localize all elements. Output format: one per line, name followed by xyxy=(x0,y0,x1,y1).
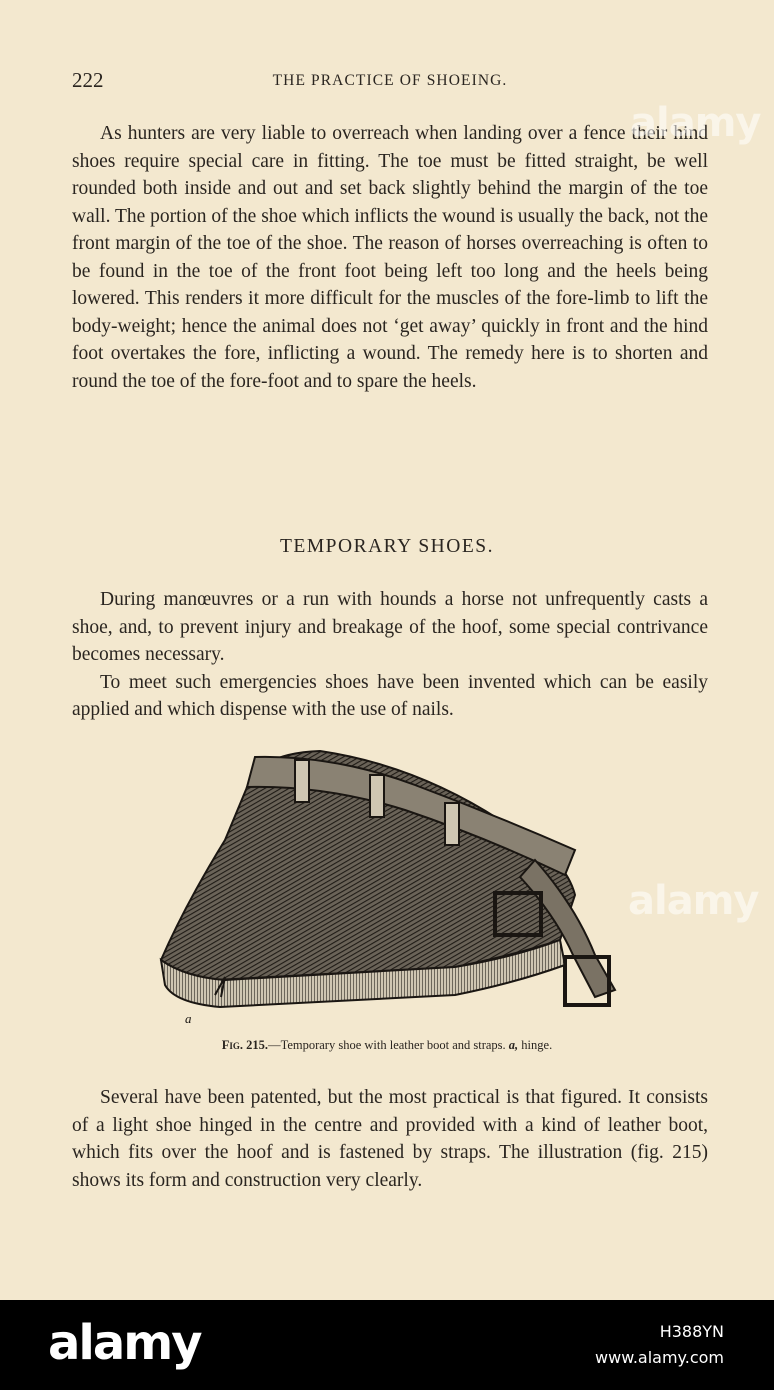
site-url: www.alamy.com xyxy=(595,1348,724,1367)
watermark-top: alamy xyxy=(630,100,761,146)
body-paragraphs-temporary-shoes xyxy=(72,586,708,724)
paragraph-text: During manœuvres or a run with hounds a horse not unfrequently casts a shoe, and, to prevent injury and breakage of the hoof, some special contrivance becomes necessary. xyxy=(72,589,708,665)
body-paragraph-patented xyxy=(72,1084,708,1194)
body-paragraph-overreach xyxy=(72,120,708,395)
caption-label: Fig. 215. xyxy=(221,1038,269,1052)
shoe-illustration xyxy=(155,745,625,1030)
caption-text: —Temporary shoe with leather boot and straps. xyxy=(268,1038,506,1052)
figure-temporary-shoe xyxy=(155,745,625,1030)
section-heading: TEMPORARY SHOES. xyxy=(280,536,494,557)
page-header xyxy=(72,66,708,96)
watermark-middle: alamy xyxy=(628,878,759,924)
stock-footer-bar xyxy=(0,1300,774,1390)
caption-hinge-text: hinge. xyxy=(521,1038,553,1052)
figure-caption xyxy=(0,1038,774,1053)
running-title: THE PRACTICE OF SHOEING. xyxy=(272,72,508,89)
hinge-label: a xyxy=(185,1011,192,1026)
alamy-logo: alamy xyxy=(48,1315,201,1371)
paragraph-text: Several have been patented, but the most practical is that figured. It consists of a light shoe hinged in the centre and provided with a kind of leather boot, which fits over the hoof and is fastened by straps. The illustration (fig. 215) shows its form and construction very clearly. xyxy=(72,1087,708,1191)
paragraph-text: As hunters are very liable to overreach when landing over a fence their hind shoes require special care in fitting. The toe must be fitted straight, be well rounded both inside and out and set back slightly behind the margin of the toe wall. The portion of the shoe which inflicts the wound is usually the back, not the front margin of the toe of the shoe. The reason of horses overreaching is often to be found in the toe of the front foot being left too long and the heels being lowered. This renders it more difficult for the muscles of the fore-limb to lift the body-weight; hence the animal does not ‘get away’ quickly in front and the hind foot overtakes the fore, inflicting a wound. The remedy here is to shorten and round the toe of the fore-foot and to spare the heels. xyxy=(72,123,708,392)
image-id: H388YN xyxy=(659,1322,724,1341)
page-number: 222 xyxy=(72,68,104,92)
caption-hinge-letter: a, xyxy=(508,1038,519,1052)
paragraph-text: To meet such emergencies shoes have been invented which can be easily applied and which dispense with the use of nails. xyxy=(72,671,708,720)
